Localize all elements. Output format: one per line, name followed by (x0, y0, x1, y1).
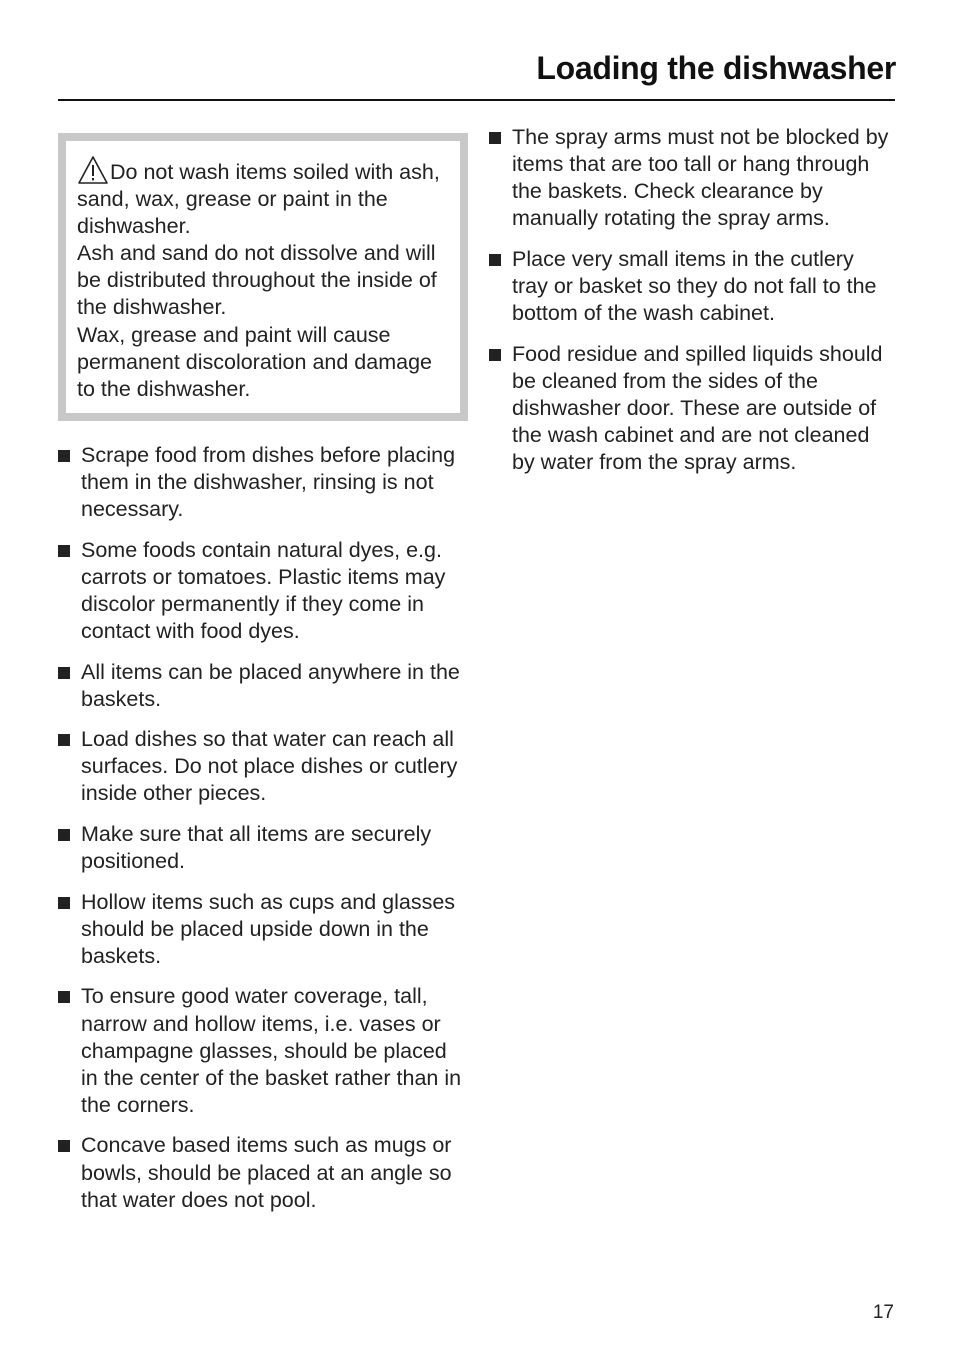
list-item (58, 821, 468, 875)
list-item (58, 1132, 468, 1213)
bullet-square-icon (58, 450, 70, 462)
list-item (58, 726, 468, 807)
list-item-text: Some foods contain natural dyes, e.g. carrots or tomatoes. Plastic items may discolor permanently if they come in contact with food dyes. (81, 537, 446, 643)
page-title: Loading the dishwasher (536, 50, 896, 86)
warning-box (58, 133, 468, 421)
bullet-square-icon (58, 1140, 70, 1152)
list-item-text: To ensure good water coverage, tall, narrow and hollow items, i.e. vases or champagne glasses, should be placed in the center of the basket rather than in the corners. (81, 984, 462, 1117)
bullet-square-icon (58, 667, 70, 679)
warning-paragraph-3: Wax, grease and paint will cause permanent discoloration and damage to the dishwasher. (77, 322, 432, 401)
list-item-text: All items can be placed anywhere in the baskets. (81, 659, 460, 711)
list-item (58, 889, 468, 970)
header-rule (58, 99, 895, 101)
list-item-text: Place very small items in the cutlery tray or basket so they do not fall to the bottom of the wash cabinet. (512, 246, 877, 326)
list-item-text: Make sure that all items are securely positioned. (81, 821, 432, 874)
bullet-square-icon (58, 991, 70, 1003)
left-bullet-list (58, 442, 468, 1214)
list-item (58, 537, 468, 645)
bullet-square-icon (58, 829, 70, 841)
list-item (58, 659, 468, 713)
bullet-square-icon (489, 254, 501, 266)
right-column (489, 124, 894, 490)
warning-paragraph-2: Ash and sand do not dissolve and will be distributed throughout the inside of the dishwasher. (77, 241, 437, 320)
left-column (58, 133, 468, 1227)
list-item-text: Food residue and spilled liquids should be cleaned from the sides of the dishwasher door. These are outside of the wash cabinet and are not cleaned by water from the spray arms. (512, 341, 883, 475)
warning-paragraph-1 (77, 155, 448, 240)
list-item (489, 341, 894, 476)
list-item (58, 442, 468, 523)
page-number: 17 (872, 1302, 894, 1323)
right-bullet-list (489, 124, 894, 476)
warning-text-1: Do not wash items soiled with ash, sand, wax, grease or paint in the dishwasher. (77, 160, 440, 239)
bullet-square-icon (489, 132, 501, 144)
list-item-text: Hollow items such as cups and glasses should be placed upside down in the baskets. (81, 889, 456, 968)
bullet-square-icon (489, 349, 501, 361)
bullet-square-icon (58, 734, 70, 746)
list-item-text: Scrape food from dishes before placing them in the dishwasher, rinsing is not necessary. (81, 442, 456, 522)
list-item (489, 124, 894, 232)
list-item-text: Load dishes so that water can reach all surfaces. Do not place dishes or cutlery inside other pieces. (81, 727, 458, 806)
list-item-text: Concave based items such as mugs or bowls, should be placed at an angle so that water does not pool. (81, 1133, 452, 1212)
list-item (489, 246, 894, 327)
list-item (58, 983, 468, 1118)
list-item-text: The spray arms must not be blocked by items that are too tall or hang through the baskets. Check clearance by manually rotating the spray arms. (512, 125, 889, 231)
warning-triangle-icon (77, 155, 109, 185)
bullet-square-icon (58, 545, 70, 557)
bullet-square-icon (58, 897, 70, 909)
